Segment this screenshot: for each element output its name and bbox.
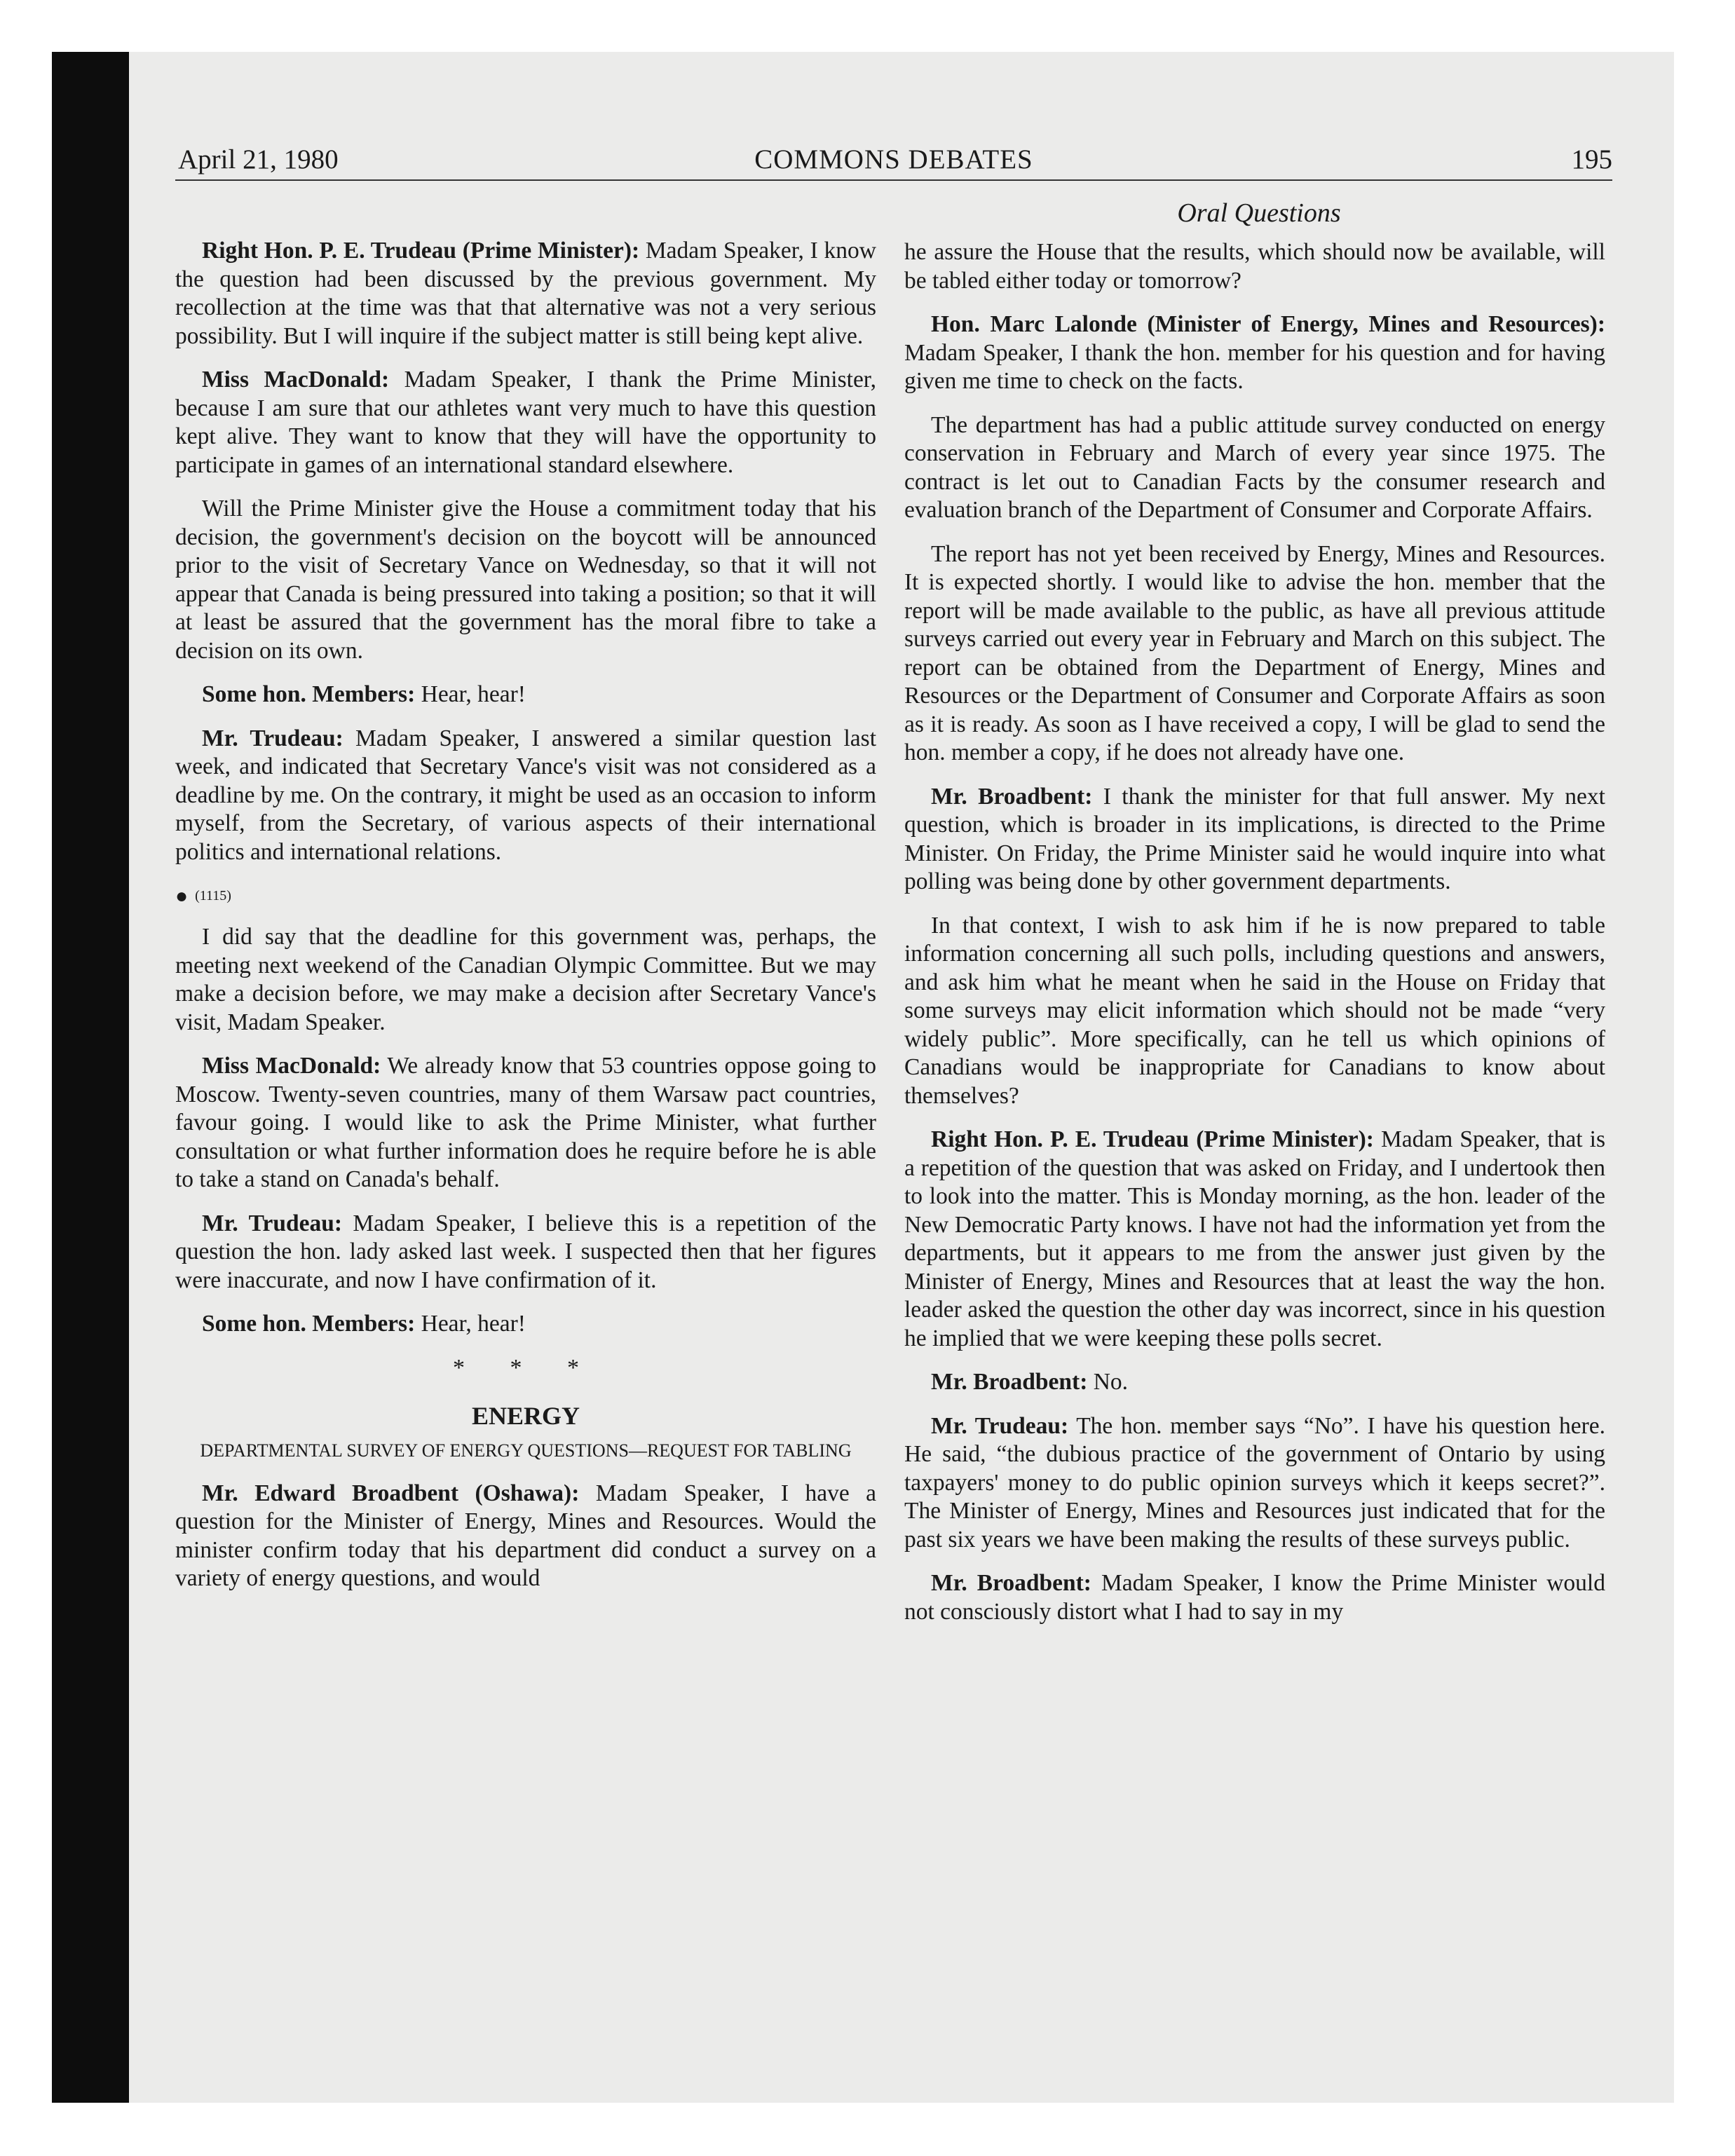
- speaker-name: Mr. Trudeau:: [202, 1210, 342, 1236]
- speech-text: Madam Speaker, I know the Prime Minister would not consciously distort what I had to say in my: [904, 1570, 1605, 1625]
- scan-binding-edge: [52, 52, 129, 2103]
- paragraph: [904, 311, 1605, 396]
- paragraph: [175, 1210, 876, 1295]
- page-header: [175, 143, 1612, 181]
- speech-text: Madam Speaker, I thank the hon. member for his question and for having given me time to check on the facts.: [904, 339, 1605, 394]
- left-column: [175, 237, 876, 1609]
- header-date: April 21, 1980: [178, 144, 339, 175]
- paragraph: he assure the House that the results, which should now be available, will be tabled either today or tomorrow?: [904, 239, 1605, 294]
- speaker-name: Mr. Trudeau:: [931, 1412, 1069, 1439]
- time-marker: [175, 882, 876, 910]
- paragraph: [904, 783, 1605, 896]
- paragraph: [175, 681, 876, 709]
- speaker-name: Mr. Broadbent:: [931, 783, 1093, 810]
- bullet-icon: ●: [175, 885, 189, 908]
- paragraph: [904, 1368, 1605, 1397]
- paragraph: Will the Prime Minister give the House a commitment today that his decision, the government's decision on the boycott will be announced prior to the visit of Secretary Vance on Wednesday, so that it will not appear that Canada is being pressured into taking a position; so that it will at least be assured that the government has the moral fibre to take a decision on its own.: [175, 496, 876, 664]
- publication-title: COMMONS DEBATES: [754, 144, 1033, 175]
- time-marker-text: (1115): [195, 888, 231, 903]
- speaker-name: Mr. Edward Broadbent (Oshawa):: [202, 1480, 580, 1506]
- paragraph: [175, 366, 876, 479]
- speaker-name: Mr. Broadbent:: [931, 1369, 1088, 1395]
- paragraph: In that context, I wish to ask him if he is now prepared to table information concerning all such polls, including questions and answers, and ask him what he meant when he said in the House on Friday that some surveys may elicit information which should not be made “very widely public”. More specifically, can he tell us which opinions of Canadians would be inappropriate for Canadians to know about themselves?: [904, 912, 1605, 1109]
- section-separator: * * *: [453, 1354, 599, 1381]
- paragraph: [175, 237, 876, 350]
- speaker-name: Hon. Marc Lalonde (Minister of Energy, Mines and Resources):: [931, 311, 1605, 337]
- paragraph: I did say that the deadline for this government was, perhaps, the meeting next weekend of the Canadian Olympic Committee. But we may make a decision before, we may make a decision after Secretary Vance's visit, Madam Speaker.: [175, 924, 876, 1035]
- speech-text: Madam Speaker, I believe this is a repetition of the question the hon. lady asked last week. I suspected then that her figures were inaccurate, and now I have confirmation of it.: [175, 1210, 876, 1293]
- speech-text: Madam Speaker, I answered a similar question last week, and indicated that Secretary Vance's visit was not considered as a deadline by me. On the contrary, it might be used as an occasion to inform myself, from the Secretary, of various aspects of their international politics and international relations.: [175, 725, 877, 865]
- paragraph: [904, 1412, 1605, 1555]
- speaker-name: Miss MacDonald:: [202, 367, 390, 393]
- paragraph: [175, 1310, 876, 1339]
- speech-text: No.: [1087, 1369, 1129, 1395]
- paragraph: [175, 1052, 876, 1194]
- paragraph: [904, 1569, 1605, 1626]
- section-label: Oral Questions: [1177, 198, 1341, 228]
- speech-text: Hear, hear!: [415, 681, 526, 707]
- paragraph: [175, 1480, 876, 1593]
- speech-text: Madam Speaker, that is a repetition of the question that was asked on Friday, and I undertook then to look into the matter. This is Monday morning, as the hon. leader of the New Democratic Party knows. I have not had the information yet from the departments, but it appears to me from the answer just given by the Minister of Energy, Mines and Resources that at least the way the hon. leader asked the question the other day was incorrect, since in his question he implied that we were keeping these polls secret.: [904, 1126, 1605, 1351]
- speech-text: Madam Speaker, I have a question for the Minister of Energy, Mines and Resources. Would the minister confirm today that his department did conduct a survey on a variety of energy questions, and would: [175, 1480, 876, 1592]
- section-subheading: DEPARTMENTAL SURVEY OF ENERGY QUESTIONS—REQUEST FOR TABLING: [200, 1440, 852, 1461]
- right-column: [904, 238, 1605, 1642]
- section-heading: ENERGY: [471, 1402, 580, 1431]
- speaker-name: Mr. Trudeau:: [202, 725, 343, 751]
- speech-text: Hear, hear!: [415, 1311, 526, 1337]
- speaker-name: Miss MacDonald:: [202, 1053, 381, 1079]
- speech-text: We already know that 53 countries oppose going to Moscow. Twenty-seven countries, many of them Warsaw pact countries, favour going. I would like to ask the Prime Minister, what further consultation or what further information does he require before he is able to take a stand on Canada's behalf.: [175, 1053, 877, 1193]
- page-number: 195: [1571, 144, 1612, 175]
- paragraph: [175, 725, 876, 867]
- speech-text: Madam Speaker, I thank the Prime Minister, because I am sure that our athletes want very much to have this question kept alive. They want to know that they will have the opportunity to participate in games of an international standard elsewhere.: [175, 367, 876, 478]
- speech-text: The hon. member says “No”. I have his question here. He said, “the dubious practice of the government of Ontario by using taxpayers' money to do public opinion surveys which it keeps secret?”. The Minister of Energy, Mines and Resources just indicated that for the past six years we have been making the results of these surveys public.: [904, 1412, 1606, 1553]
- paragraph: The department has had a public attitude survey conducted on energy conservation in February and March of every year since 1975. The contract is let out to Canadian Facts by the consumer research and evaluation branch of the Department of Consumer and Corporate Affairs.: [904, 411, 1605, 523]
- paragraph: The report has not yet been received by Energy, Mines and Resources. It is expected shortly. I would like to advise the hon. member that the report will be made available to the public, as have all previous attitude surveys carried out every year in February and March on this subject. The report can be obtained from the Department of Energy, Mines and Resources or the Department of Consumer and Corporate Affairs as soon as it is ready. As soon as I have received a copy, I will be glad to send the hon. member a copy, if he does not already have one.: [904, 540, 1605, 765]
- speaker-name: Mr. Broadbent:: [931, 1570, 1091, 1596]
- speaker-name: Right Hon. P. E. Trudeau (Prime Minister):: [202, 238, 640, 264]
- speech-text: Madam Speaker, I know the question had been discussed by the previous government. My recollection at the time was that that alternative was not a very serious possibility. But I will inquire if the subject matter is still being kept alive.: [175, 238, 876, 349]
- speaker-name: Some hon. Members:: [202, 681, 416, 707]
- paragraph: [904, 1126, 1605, 1353]
- speech-text: I thank the minister for that full answer. My next question, which is broader in its implications, is directed to the Prime Minister. On Friday, the Prime Minister said he would inquire into what polling was being done by other government departments.: [904, 783, 1605, 894]
- speaker-name: Right Hon. P. E. Trudeau (Prime Minister):: [931, 1126, 1374, 1152]
- speaker-name: Some hon. Members:: [202, 1311, 416, 1337]
